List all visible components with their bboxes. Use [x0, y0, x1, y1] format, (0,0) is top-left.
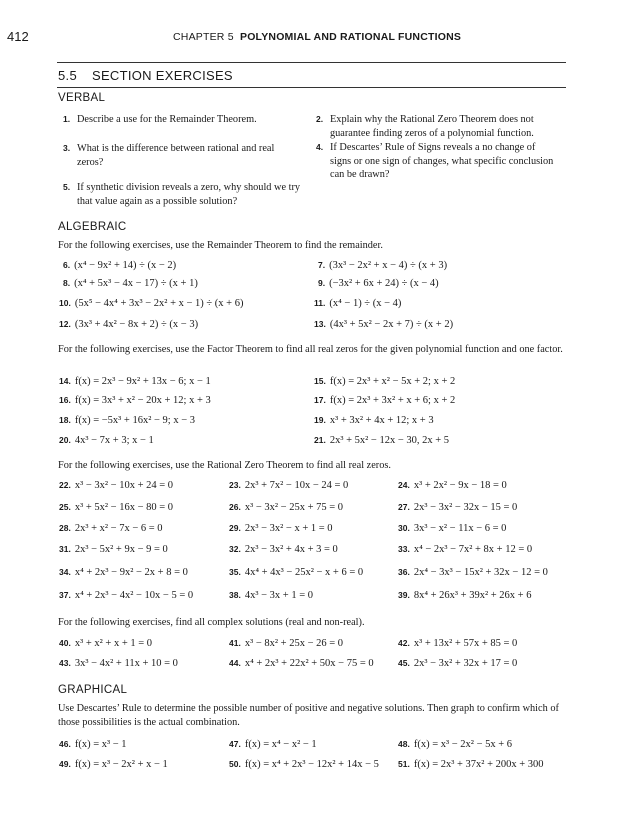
exercise-item [229, 737, 317, 752]
exercise-item [59, 565, 188, 580]
exercise-expression: f(x) = x⁴ + 2x³ − 12x² + 14x − 5 [244, 759, 379, 770]
chapter-header [173, 31, 461, 43]
exercise-item [229, 500, 343, 515]
exercise-expression: f(x) = x³ − 2x² − 5x + 6 [413, 739, 513, 750]
exercise-text: If synthetic division reveals a zero, why should we try that value again as a possible solution? [77, 182, 301, 207]
exercise-number: 50. [229, 759, 241, 769]
exercise-number: 25. [59, 502, 71, 512]
exercise-number: 21. [314, 435, 326, 445]
exercise-expression: 4x⁴ + 4x³ − 25x² − x + 6 = 0 [244, 567, 364, 578]
exercise-expression: 3x³ − 4x² + 11x + 10 = 0 [74, 658, 178, 669]
exercise-item [59, 588, 193, 603]
exercise-item [59, 317, 198, 332]
exercise-number: 29. [229, 523, 241, 533]
exercise-item [398, 757, 544, 772]
exercise-expression: (−3x² + 6x + 24) ÷ (x − 4) [329, 278, 439, 289]
exercise-item [398, 478, 507, 493]
exercise-expression: x⁴ + 2x³ + 22x² + 50x − 75 = 0 [244, 658, 374, 669]
exercise-item [398, 500, 517, 515]
exercise-expression: 2x³ − 5x² + 9x − 9 = 0 [74, 544, 168, 555]
exercise-item [398, 636, 517, 651]
exercise-expression: 4x³ − 3x + 1 = 0 [244, 590, 313, 601]
exercise-number: 28. [59, 523, 71, 533]
exercise-item [229, 636, 343, 651]
exercise-number: 24. [398, 480, 410, 490]
exercise-item [59, 393, 211, 408]
exercise-item [398, 521, 506, 536]
exercise-number: 37. [59, 590, 71, 600]
exercise-expression: 4x³ − 7x + 3; x − 1 [74, 435, 154, 446]
exercise-expression: x³ + 13x² + 57x + 85 = 0 [413, 638, 518, 649]
verbal-heading: VERBAL [58, 92, 106, 104]
exercise-expression: 2x³ − 3x² − 32x − 15 = 0 [413, 502, 518, 513]
exercise-item [314, 317, 453, 332]
exercise-expression: f(x) = 3x³ + x² − 20x + 12; x + 3 [74, 395, 211, 406]
exercise-item [59, 737, 127, 752]
exercise-number: 8. [63, 278, 71, 288]
exercise-number: 47. [229, 739, 241, 749]
exercise-number: 5. [63, 182, 71, 192]
exercise-text: If Descartes’ Rule of Signs reveals a no change of signs or one sign of changes, what specific conclusion can be drawn? [330, 142, 554, 180]
exercise-expression: x⁴ + 2x³ − 4x² − 10x − 5 = 0 [74, 590, 194, 601]
exercise-expression: f(x) = 2x³ − 9x² + 13x − 6; x − 1 [74, 376, 211, 387]
exercise-expression: f(x) = −5x³ + 16x² − 9; x − 3 [74, 415, 196, 426]
exercise-number: 48. [398, 739, 410, 749]
exercise-item [59, 542, 168, 557]
exercise-number: 20. [59, 435, 71, 445]
exercise-expression: (x⁴ + 5x³ − 4x − 17) ÷ (x + 1) [74, 278, 198, 289]
exercise-number: 43. [59, 658, 71, 668]
graphical-heading: GRAPHICAL [58, 684, 128, 696]
exercise-expression: f(x) = 2x³ + 37x² + 200x + 300 [413, 759, 544, 770]
exercise-expression: x³ + 5x² − 16x − 80 = 0 [74, 502, 174, 513]
exercise-number: 6. [63, 260, 71, 270]
exercise-expression: 3x³ − x² − 11x − 6 = 0 [413, 523, 507, 534]
exercise-number: 44. [229, 658, 241, 668]
exercise-number: 12. [59, 319, 71, 329]
exercise-number: 26. [229, 502, 241, 512]
exercise-item [229, 656, 374, 671]
exercise-number: 3. [63, 143, 71, 153]
chapter-title: POLYNOMIAL AND RATIONAL FUNCTIONS [239, 31, 462, 43]
exercise-text: Explain why the Rational Zero Theorem does not guarantee finding zeros of a polynomial function. [330, 114, 534, 139]
exercise-number: 32. [229, 544, 241, 554]
exercise-text: What is the difference between rational and real zeros? [77, 143, 275, 168]
exercise-number: 34. [59, 567, 71, 577]
exercise-item [316, 113, 555, 140]
exercise-number: 4. [316, 142, 324, 152]
exercise-item [63, 181, 302, 208]
exercise-number: 16. [59, 395, 71, 405]
exercise-number: 35. [229, 567, 241, 577]
exercise-item [59, 656, 178, 671]
instructions-remainder: For the following exercises, use the Remainder Theorem to find the remainder. [58, 240, 383, 251]
section-rule-top [57, 62, 566, 63]
exercise-item [229, 478, 348, 493]
exercise-item [318, 276, 439, 291]
exercise-item [59, 296, 243, 311]
section-title-text: SECTION EXERCISES [91, 68, 233, 83]
exercise-expression: x⁴ − 2x³ − 7x² + 8x + 12 = 0 [413, 544, 533, 555]
exercise-expression: x³ + 2x² − 9x − 18 = 0 [413, 480, 507, 491]
exercise-item [63, 258, 176, 273]
exercise-item [398, 565, 548, 580]
exercise-item [229, 565, 363, 580]
running-header [0, 29, 630, 45]
exercise-number: 49. [59, 759, 71, 769]
chapter-prefix: CHAPTER 5 [173, 31, 234, 43]
exercise-expression: f(x) = 2x³ + 3x² + x + 6; x + 2 [329, 395, 456, 406]
exercise-number: 42. [398, 638, 410, 648]
instructions-rational: For the following exercises, use the Rational Zero Theorem to find all real zeros. [58, 460, 391, 471]
exercise-expression: x³ − 3x² − 10x + 24 = 0 [74, 480, 174, 491]
exercise-expression: (x⁴ − 1) ÷ (x − 4) [329, 298, 402, 309]
exercise-number: 40. [59, 638, 71, 648]
exercise-item [316, 141, 555, 182]
exercise-number: 46. [59, 739, 71, 749]
exercise-item [229, 757, 379, 772]
exercise-number: 13. [314, 319, 326, 329]
exercise-number: 10. [59, 298, 71, 308]
exercise-item [59, 636, 152, 651]
exercise-item [229, 521, 333, 536]
exercise-expression: 2x³ − 3x² − x + 1 = 0 [244, 523, 333, 534]
exercise-item [59, 374, 211, 389]
exercise-expression: f(x) = x³ − 1 [74, 739, 127, 750]
exercise-item [314, 296, 401, 311]
exercise-expression: x³ − 8x² + 25x − 26 = 0 [244, 638, 344, 649]
exercise-item [398, 588, 531, 603]
exercise-number: 17. [314, 395, 326, 405]
exercise-number: 11. [314, 298, 326, 308]
exercise-item [59, 521, 163, 536]
section-rule-bottom [57, 87, 566, 88]
exercise-expression: x⁴ + 2x³ − 9x² − 2x + 8 = 0 [74, 567, 188, 578]
exercise-number: 14. [59, 376, 71, 386]
exercise-expression: 2x³ + 7x² − 10x − 24 = 0 [244, 480, 349, 491]
exercise-item [398, 542, 532, 557]
exercise-number: 23. [229, 480, 241, 490]
exercise-number: 45. [398, 658, 410, 668]
exercise-item [63, 276, 198, 291]
exercise-item [398, 737, 512, 752]
page-number: 412 [7, 29, 29, 44]
exercise-expression: 8x⁴ + 26x³ + 39x² + 26x + 6 [413, 590, 532, 601]
exercise-item [314, 393, 455, 408]
exercise-number: 18. [59, 415, 71, 425]
exercise-expression: f(x) = 2x³ + x² − 5x + 2; x + 2 [329, 376, 456, 387]
exercise-expression: 2x³ − 3x² + 4x + 3 = 0 [244, 544, 338, 555]
instructions-complex: For the following exercises, find all complex solutions (real and non-real). [58, 617, 365, 628]
exercise-expression: x³ − 3x² − 25x + 75 = 0 [244, 502, 344, 513]
exercise-text: Describe a use for the Remainder Theorem. [77, 114, 257, 125]
exercise-expression: 2x³ + 5x² − 12x − 30, 2x + 5 [329, 435, 450, 446]
instructions-graphical: Use Descartes’ Rule to determine the possible number of positive and negative solutions. Then graph to confirm which of those possibilities is the actual combination. [58, 703, 559, 728]
exercise-expression: (4x³ + 5x² − 2x + 7) ÷ (x + 2) [329, 319, 454, 330]
exercise-number: 27. [398, 502, 410, 512]
exercise-expression: x³ + x² + x + 1 = 0 [74, 638, 153, 649]
exercise-number: 7. [318, 260, 326, 270]
exercise-expression: (3x³ − 2x² + x − 4) ÷ (x + 3) [329, 260, 448, 271]
exercise-expression: 2x⁴ − 3x³ − 15x² + 32x − 12 = 0 [413, 567, 548, 578]
exercise-number: 39. [398, 590, 410, 600]
exercise-number: 33. [398, 544, 410, 554]
exercise-item [314, 374, 455, 389]
exercise-item [59, 500, 173, 515]
exercise-item [59, 478, 173, 493]
exercise-expression: (5x⁵ − 4x⁴ + 3x³ − 2x² + x − 1) ÷ (x + 6) [74, 298, 244, 309]
exercise-expression: 2x³ − 3x² + 32x + 17 = 0 [413, 658, 518, 669]
exercise-number: 22. [59, 480, 71, 490]
algebraic-heading: ALGEBRAIC [58, 221, 127, 233]
exercise-item [229, 588, 313, 603]
exercise-item [314, 433, 449, 448]
exercise-number: 2. [316, 114, 324, 124]
exercise-number: 15. [314, 376, 326, 386]
exercise-number: 41. [229, 638, 241, 648]
exercise-number: 31. [59, 544, 71, 554]
instructions-factor: For the following exercises, use the Factor Theorem to find all real zeros for the given polynomial function and one factor. [58, 344, 563, 355]
exercise-expression: f(x) = x³ − 2x² + x − 1 [74, 759, 168, 770]
exercise-item [398, 656, 517, 671]
exercise-expression: (3x³ + 4x² − 8x + 2) ÷ (x − 3) [74, 319, 199, 330]
exercise-item [229, 542, 338, 557]
exercise-number: 1. [63, 114, 71, 124]
section-title [58, 68, 233, 83]
exercise-number: 19. [314, 415, 326, 425]
exercise-item [59, 433, 154, 448]
exercise-item [318, 258, 447, 273]
exercise-expression: f(x) = x⁴ − x² − 1 [244, 739, 317, 750]
exercise-expression: x³ + 3x² + 4x + 12; x + 3 [329, 415, 434, 426]
exercise-number: 38. [229, 590, 241, 600]
exercise-number: 36. [398, 567, 410, 577]
section-number: 5.5 [58, 68, 77, 83]
exercise-expression: (x⁴ − 9x² + 14) ÷ (x − 2) [74, 260, 177, 271]
exercise-item [63, 113, 307, 127]
exercise-item [63, 142, 302, 169]
exercise-number: 51. [398, 759, 410, 769]
exercise-expression: 2x³ + x² − 7x − 6 = 0 [74, 523, 163, 534]
exercise-item [59, 413, 195, 428]
exercise-item [59, 757, 168, 772]
exercise-number: 9. [318, 278, 326, 288]
exercise-number: 30. [398, 523, 410, 533]
exercise-item [314, 413, 434, 428]
